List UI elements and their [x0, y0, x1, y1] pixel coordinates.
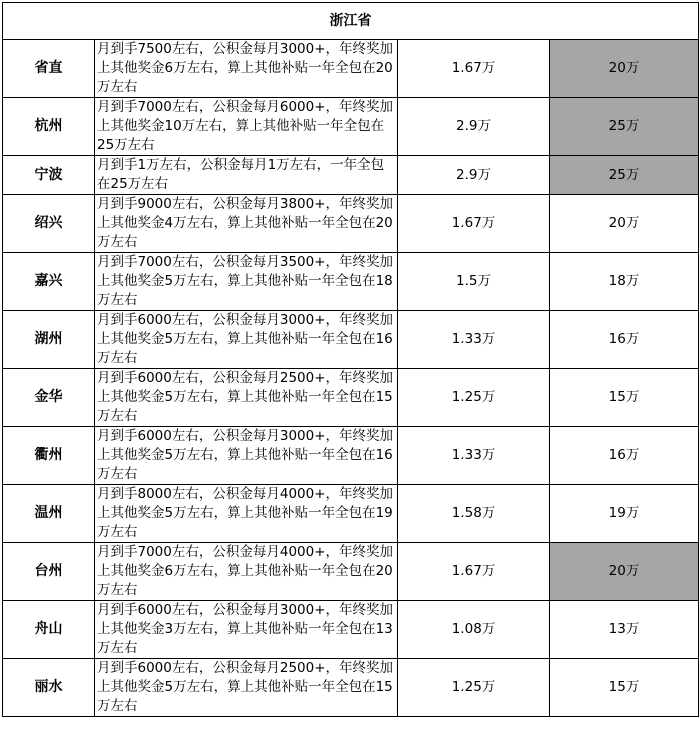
city-cell: 嘉兴: [3, 253, 95, 311]
description-cell: 月到手6000左右，公积金每月2500+，年终奖加上其他奖金5万左右，算上其他补贴一年全包在15万左右: [95, 659, 398, 717]
province-title: 浙江省: [3, 3, 699, 40]
description-cell: 月到手9000左右，公积金每月3800+，年终奖加上其他奖金4万左右，算上其他补贴一年全包在20万左右: [95, 195, 398, 253]
city-cell: 金华: [3, 369, 95, 427]
city-cell: 宁波: [3, 156, 95, 195]
description-cell: 月到手7000左右，公积金每月6000+，年终奖加上其他奖金10万左右，算上其他补贴一年全包在25万左右: [95, 98, 398, 156]
table-row: [3, 601, 699, 659]
table-row: [3, 98, 699, 156]
city-cell: 绍兴: [3, 195, 95, 253]
table-row: [3, 311, 699, 369]
monthly-cell: 1.67万: [398, 195, 550, 253]
city-cell: 省直: [3, 40, 95, 98]
monthly-cell: 1.08万: [398, 601, 550, 659]
monthly-cell: 1.67万: [398, 543, 550, 601]
description-cell: 月到手1万左右，公积金每月1万左右，一年全包在25万左右: [95, 156, 398, 195]
annual-cell: 16万: [550, 427, 699, 485]
annual-cell: 18万: [550, 253, 699, 311]
annual-cell: 15万: [550, 659, 699, 717]
city-cell: 衢州: [3, 427, 95, 485]
description-cell: 月到手7000左右，公积金每月4000+，年终奖加上其他奖金6万左右，算上其他补贴一年全包在20万左右: [95, 543, 398, 601]
description-cell: 月到手7000左右，公积金每月3500+，年终奖加上其他奖金5万左右，算上其他补贴一年全包在18万左右: [95, 253, 398, 311]
monthly-cell: 1.33万: [398, 311, 550, 369]
annual-cell: 20万: [550, 195, 699, 253]
description-cell: 月到手6000左右，公积金每月3000+，年终奖加上其他奖金5万左右，算上其他补贴一年全包在16万左右: [95, 427, 398, 485]
annual-cell: 25万: [550, 156, 699, 195]
description-cell: 月到手6000左右，公积金每月2500+，年终奖加上其他奖金5万左右，算上其他补贴一年全包在15万左右: [95, 369, 398, 427]
annual-cell: 20万: [550, 543, 699, 601]
table-row: [3, 427, 699, 485]
city-cell: 湖州: [3, 311, 95, 369]
city-cell: 台州: [3, 543, 95, 601]
monthly-cell: 1.5万: [398, 253, 550, 311]
city-cell: 舟山: [3, 601, 95, 659]
annual-cell: 20万: [550, 40, 699, 98]
monthly-cell: 2.9万: [398, 98, 550, 156]
annual-cell: 19万: [550, 485, 699, 543]
table-row: [3, 485, 699, 543]
monthly-cell: 1.25万: [398, 659, 550, 717]
description-cell: 月到手6000左右，公积金每月3000+，年终奖加上其他奖金5万左右，算上其他补贴一年全包在16万左右: [95, 311, 398, 369]
monthly-cell: 1.67万: [398, 40, 550, 98]
description-cell: 月到手7500左右，公积金每月3000+，年终奖加上其他奖金6万左右，算上其他补贴一年全包在20万左右: [95, 40, 398, 98]
description-cell: 月到手6000左右，公积金每月3000+，年终奖加上其他奖金3万左右，算上其他补贴一年全包在13万左右: [95, 601, 398, 659]
table-title-row: [3, 3, 699, 40]
table-row: [3, 659, 699, 717]
monthly-cell: 1.58万: [398, 485, 550, 543]
city-cell: 杭州: [3, 98, 95, 156]
table-row: [3, 543, 699, 601]
monthly-cell: 2.9万: [398, 156, 550, 195]
monthly-cell: 1.25万: [398, 369, 550, 427]
annual-cell: 25万: [550, 98, 699, 156]
annual-cell: 15万: [550, 369, 699, 427]
table-row: [3, 40, 699, 98]
table-row: [3, 369, 699, 427]
description-cell: 月到手8000左右，公积金每月4000+，年终奖加上其他奖金5万左右，算上其他补贴一年全包在19万左右: [95, 485, 398, 543]
annual-cell: 16万: [550, 311, 699, 369]
city-cell: 丽水: [3, 659, 95, 717]
salary-table: [2, 2, 699, 717]
table-row: [3, 253, 699, 311]
city-cell: 温州: [3, 485, 95, 543]
table-row: [3, 156, 699, 195]
monthly-cell: 1.33万: [398, 427, 550, 485]
annual-cell: 13万: [550, 601, 699, 659]
table-row: [3, 195, 699, 253]
